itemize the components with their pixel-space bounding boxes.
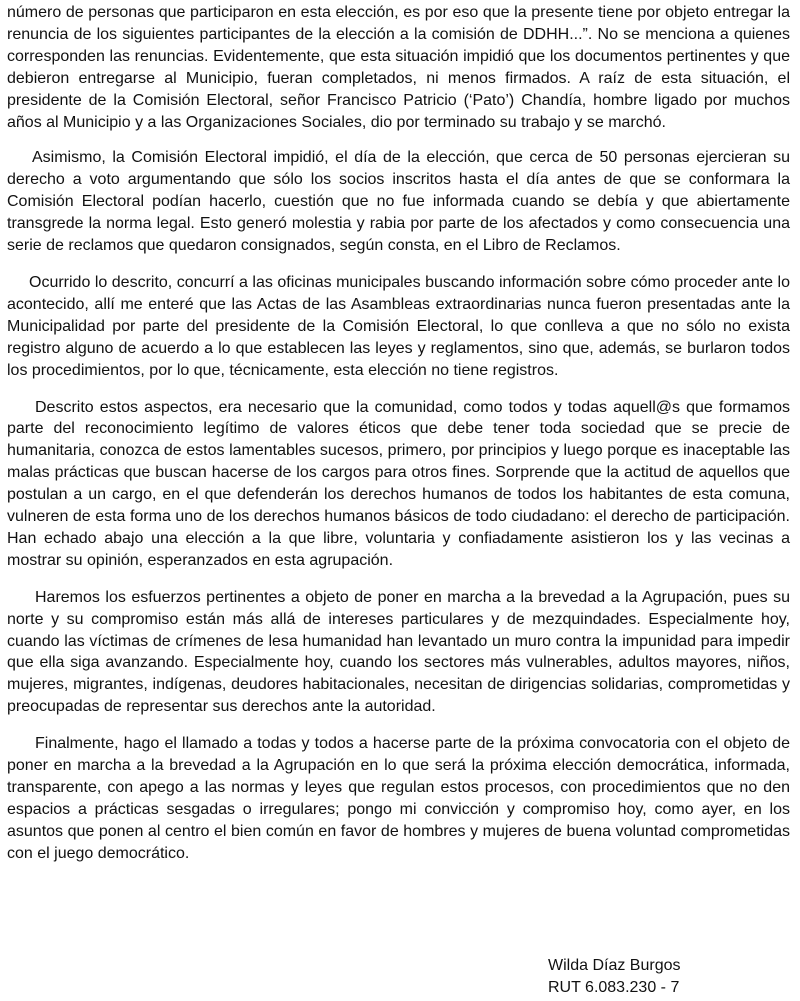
paragraph-esfuerzos: Haremos los esfuerzos pertinentes a objeto de poner en marcha a la brevedad a la Agrupación, pues su norte y su compromiso están más allá de intereses particulares y de mezquindades. Especialmente hoy, cuando las víctimas de crímenes de lesa humanidad han levantado un muro contra la impunidad para impedir que ella siga avanzando. Especialmente hoy, cuando los sectores más vulnerables, adultos mayores, niños, mujeres, migrantes, indígenas, deudores habitacionales, necesitan de dirigencias solidarias, comprometidas y preocupadas de representar sus derechos ante la autoridad.	[7, 588, 790, 716]
paragraph-comision-electoral: Asimismo, la Comisión Electoral impidió, el día de la elección, que cerca de 50 personas ejercieran su derecho a voto argumentando que sólo los socios inscritos hasta el día antes de que se conformara la Comisión Electoral podían hacerlo, cuestión que no fue informada cuando se debía y que abiertamente transgrede la norma legal. Esto generó molestia y rabia por parte de los afectados y como consecuencia una serie de reclamos que quedaron consignados, según consta, en el Libro de Reclamos.	[7, 149, 790, 255]
signature-name: Wilda Díaz Burgos	[548, 957, 681, 974]
signature-block	[548, 955, 681, 999]
signature-rut: RUT 6.083.230 - 7	[548, 979, 680, 996]
paragraph-llamado-final: Finalmente, hago el llamado a todas y todos a hacerse parte de la próxima convocatoria con el objeto de poner en marcha a la brevedad a la Agrupación en lo que será la próxima elección democrática, informada, transparente, con apego a las normas y leyes que regulan estos procesos, con procedimientos que no den espacios a prácticas sesgadas o irregulares; pongo mi convicción y compromiso hoy, como ayer, en los asuntos que ponen al centro el bien común en favor de hombres y mujeres de buena voluntad comprometidas con el juego democrático.	[7, 735, 790, 862]
paragraph-aspectos-descritos: Descrito estos aspectos, era necesario que la comunidad, como todos y todas aquell@s que formamos parte del reconocimiento legítimo de valores éticos que debe tener toda sociedad que se precie de humanitaria, conozca de estos lamentables sucesos, primero, por principios y luego porque es inaceptable las malas prácticas que buscan hacerse de los cargos para otros fines. Sorprende que la actitud de aquellos que postulan a un cargo, en el que defenderán los derechos humanos de todos los habitantes de esta comuna, vulneren de esta forma uno de los derechos humanos básicos de todo ciudadano: el derecho de participación. Han echado abajo una elección a la que libre, voluntaria y confiadamente asistieron los y las vecinas a mostrar su opinión, esperanzados en esta agrupación.	[7, 398, 790, 569]
paragraph-oficinas-municipales: Ocurrido lo descrito, concurrí a las oficinas municipales buscando información sobre cómo proceder ante lo acontecido, allí me enteré que las Actas de las Asambleas extraordinarias nunca fueron presentadas ante la Municipalidad por parte del presidente de la Comisión Electoral, lo que conlleva a que no sólo no exista registro alguno de acuerdo a lo que establecen las leyes y reglamentos, sino que, además, se burlaron todos los procedimientos, por lo que, técnicamente, esta elección no tiene registros.	[7, 273, 790, 379]
paragraph-renuncias: número de personas que participaron en esta elección, es por eso que la presente tiene por objeto entregar la renuncia de los siguientes participantes de la elección a la comisión de DDHH...”. No se menciona a quienes corresponden las renuncias. Evidentemente, que esta situación impidió que los documentos pertinentes y que debieron entregarse al Municipio, fueran completados, ni menos firmados. A raíz de esta situación, el presidente de la Comisión Electoral, señor Francisco Patricio (‘Pato’) Chandía, hombre ligado por muchos años al Municipio y a las Organizaciones Sociales, dio por terminado su trabajo y se marchó.	[7, 4, 790, 131]
